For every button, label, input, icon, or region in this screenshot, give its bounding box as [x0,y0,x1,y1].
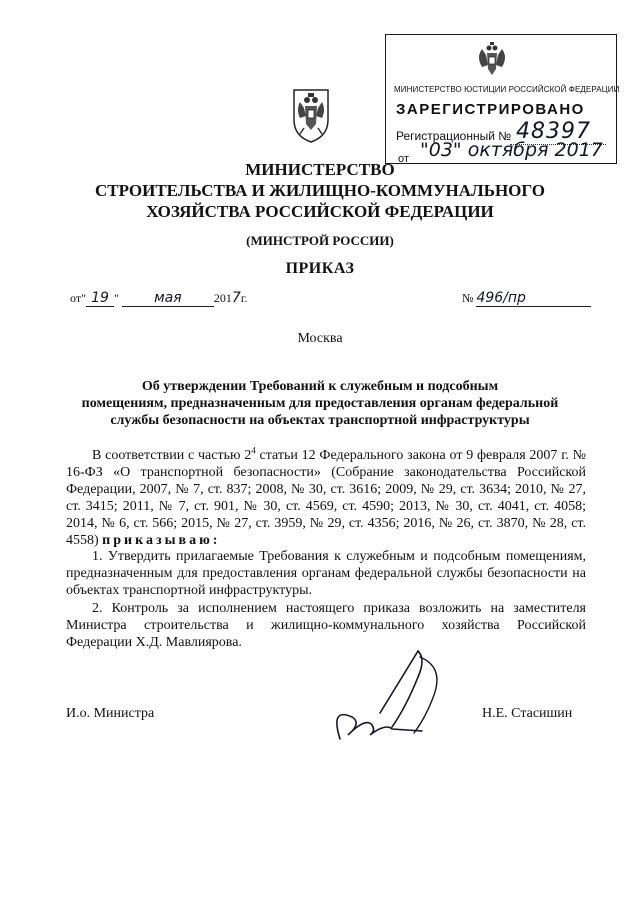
date-close-quote: " [114,291,119,305]
registration-stamp [385,34,620,165]
order-date [70,290,247,307]
order-heading: ПРИКАЗ [285,260,355,277]
date-from-label: от [70,291,82,305]
coat-of-arms-emblem [286,84,336,144]
order-word: приказываю: [102,533,221,548]
stamp-reg-number: 48397 [516,119,591,144]
order-item-1: 1. Утвердить прилагаемые Требования к служебным и подсобным помещениям, предназначенным для предоставления органам федеральной службы безопасности на объектах транспортной инфраструктуры. [66,549,586,598]
subject-line2: помещениям, предназначенным для предоставления органам федеральной [81,396,559,411]
signer-title: И.о. Министра [66,706,155,721]
ministry-title-line1: МИНИСТЕРСТВО [245,160,395,179]
basis-text-a: В соответствии с частью 2 [92,448,252,463]
stamp-from-label: от [398,153,409,165]
stamp-ministry-text: МИНИСТЕРСТВО ЮСТИЦИИ РОССИЙСКОЙ ФЕДЕРАЦИИ [394,85,620,94]
order-number [462,290,591,307]
order-number-label: № [462,291,474,305]
date-day: 19 [91,290,109,306]
subject-line1: Об утверждении Требований к служебным и подсобным [141,379,499,394]
basis-text-b: статьи 12 Федерального закона от 9 февраля 2007 г. № 16-ФЗ «О транспортной безопасности» (Собрание законодательства Российской Федерации, 2007, № 7, ст. 837; 2008, № 30, ст. 3616; 2009, № 29, ст. 3634; 2010, № 27, ст. 3415; 2011, № 7, ст. 901, № 30, ст. 4569, ст. 4590; 2013, № 30, ст. 4041, ст. 4058; 2014, № 6, ст. 566; 2015, № 27, ст. 3959, № 29, ст. 4356; 2016, № 26, ст. 3870, № 28, ст. 4558) [66,448,586,548]
subject-line3: службы безопасности на объектах транспортной инфраструктуры [110,413,530,428]
handwritten-signature [322,647,452,747]
stamp-emblem-icon [472,39,512,81]
stamp-registered-text: ЗАРЕГИСТРИРОВАНО [396,101,585,118]
date-month: мая [154,290,182,306]
ministry-title-line2: СТРОИТЕЛЬСТВА И ЖИЛИЩНО-КОММУНАЛЬНОГО [94,181,546,200]
date-year-mark: г. [240,291,248,305]
date-open-quote: " [81,291,86,305]
order-item-2: 2. Контроль за исполнением настоящего приказа возложить на заместителя Министра строительства и жилищно-коммунального хозяйства Российской Федерации Х.Д. Мавлиярова. [66,601,586,650]
ministry-short-name: (МИНСТРОЙ РОССИИ) [246,233,394,248]
basis-superscript: 4 [251,445,256,456]
legal-basis-paragraph [66,447,586,549]
city: Москва [297,331,343,346]
ministry-title-line3: ХОЗЯЙСТВА РОССИЙСКОЙ ФЕДЕРАЦИИ [146,202,494,221]
order-subject [0,378,640,429]
date-year-suffix: 7 [231,290,241,306]
order-number-value: 496/пр [476,290,526,306]
date-year-prefix: 201 [213,291,232,305]
stamp-reg-label: Регистрационный № [396,129,512,143]
stamp-reg-date: "03" октября 2017 [420,139,603,161]
signer-name: Н.Е. Стасишин [482,706,573,721]
